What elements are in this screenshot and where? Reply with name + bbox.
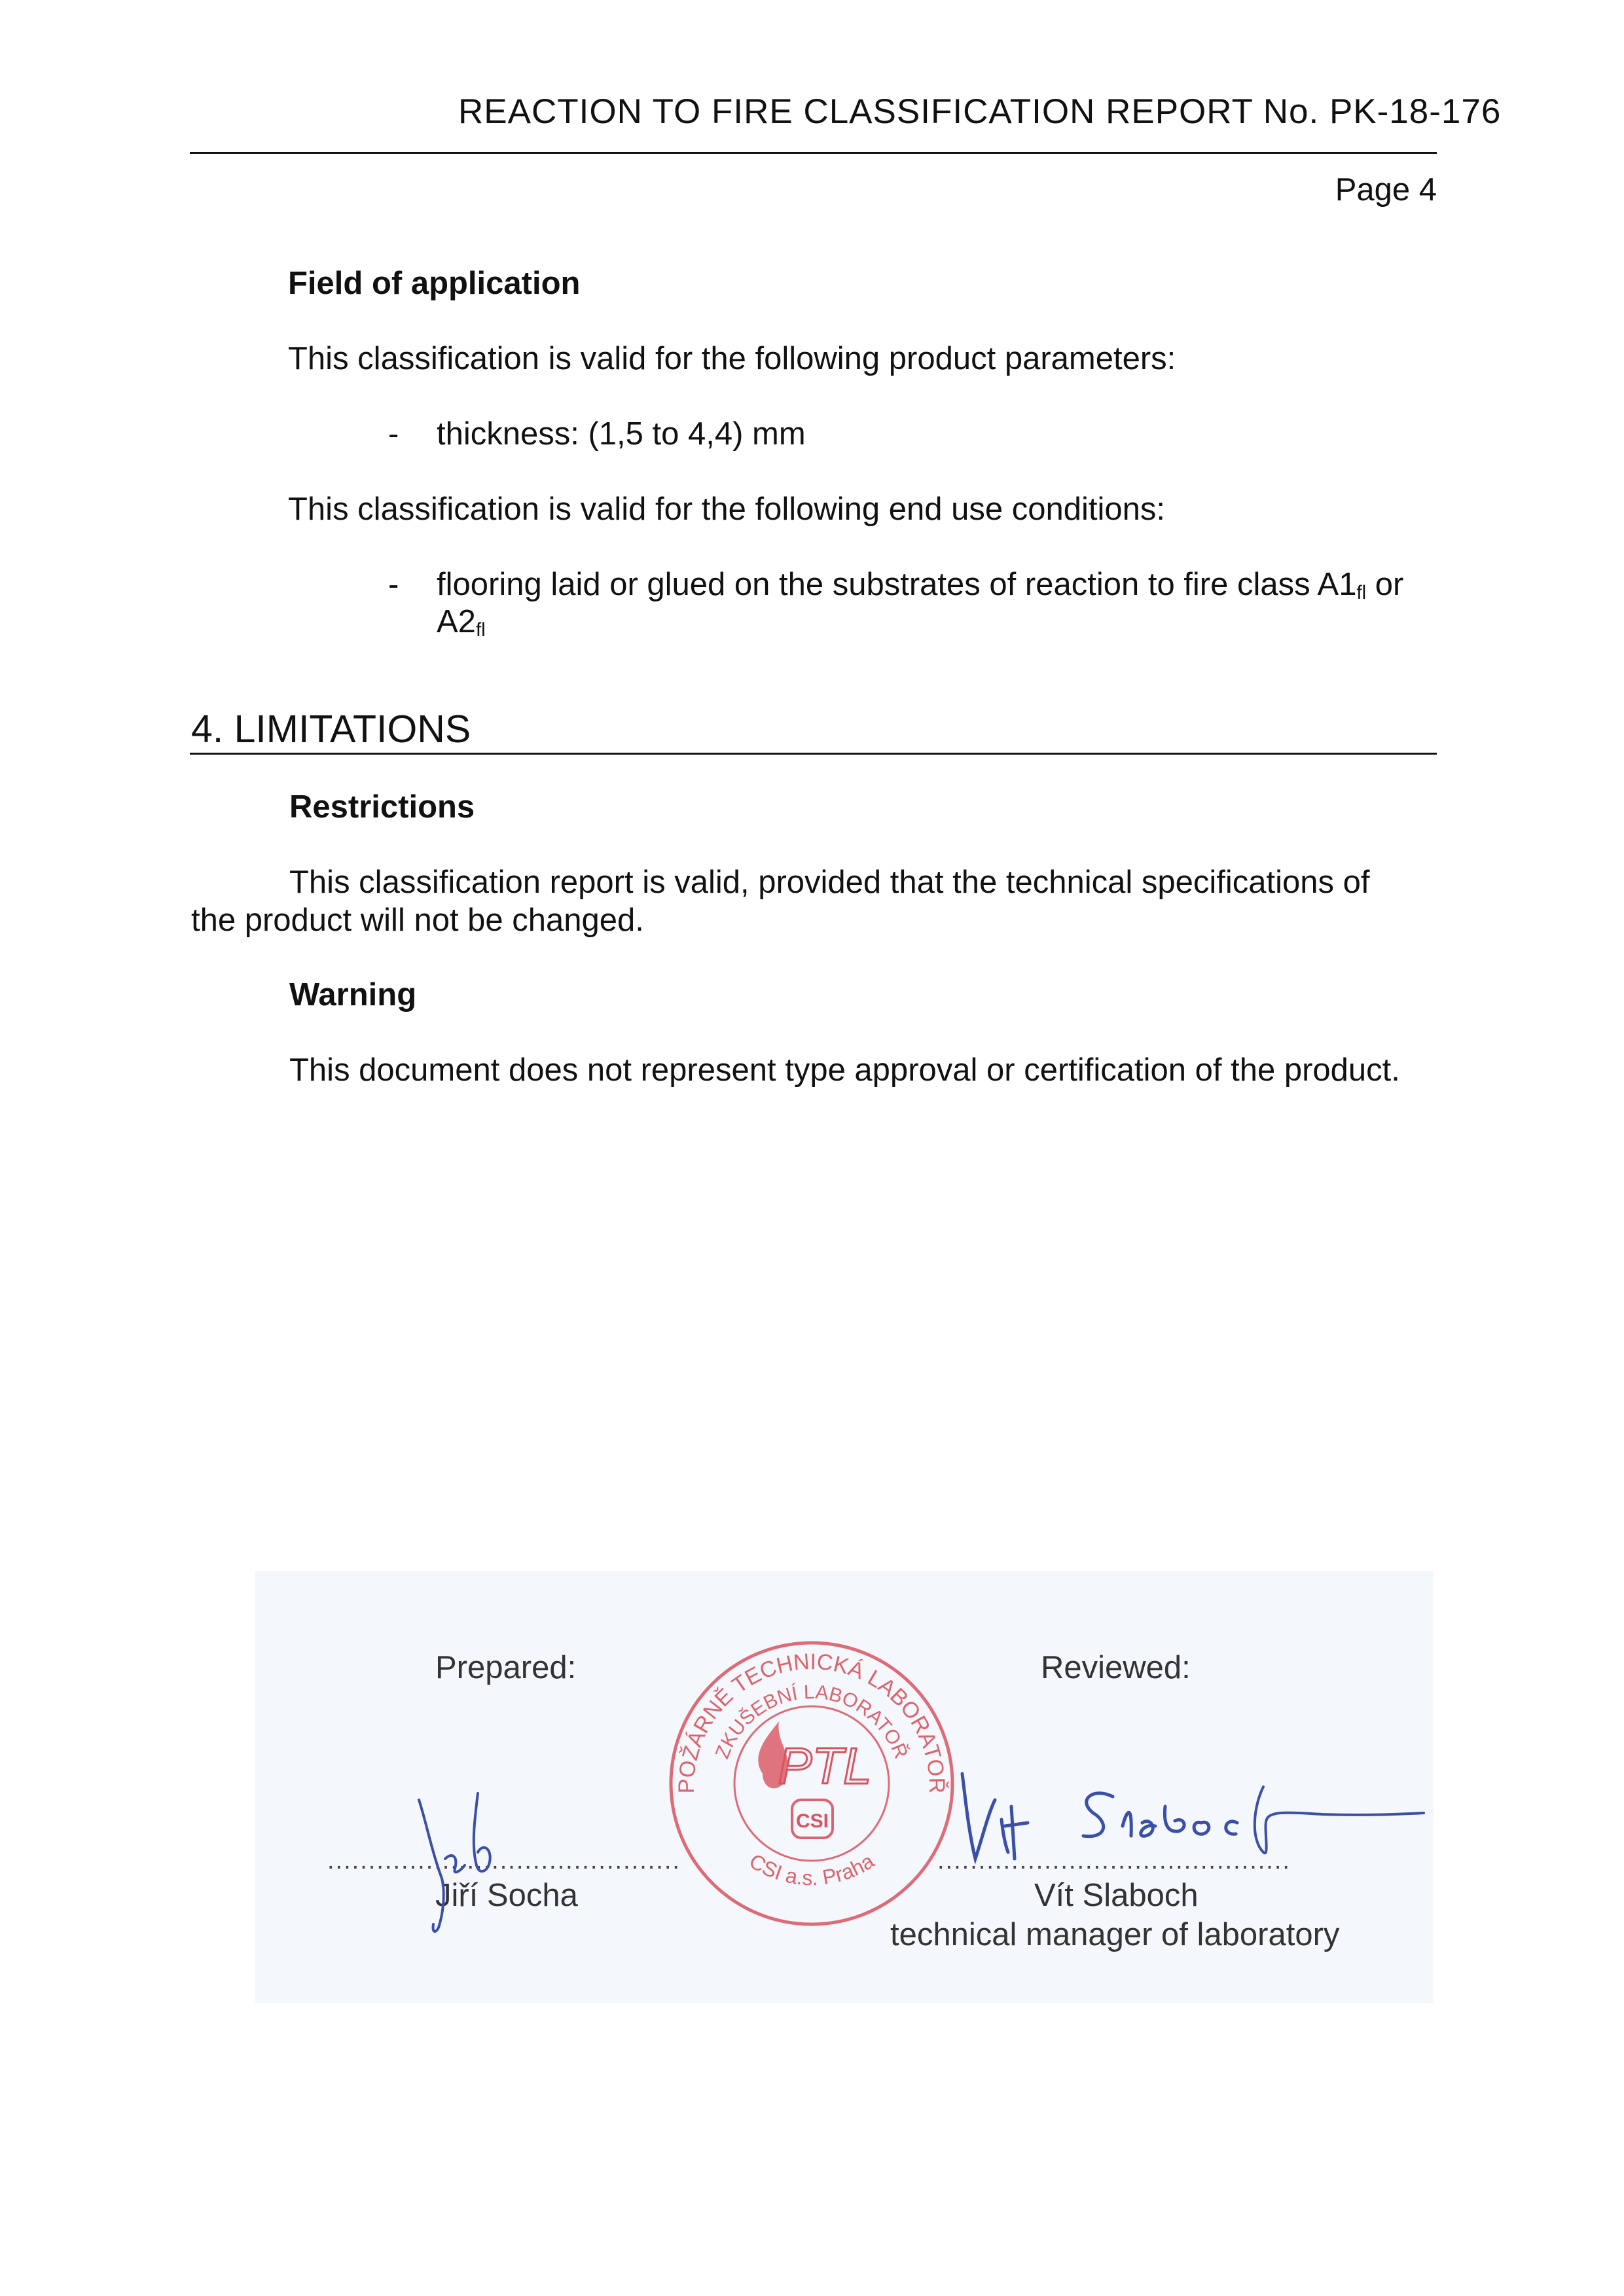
laboratory-stamp: [664, 1623, 959, 1937]
condition-or: or: [1366, 567, 1404, 602]
signature-line-right: ...........................................: [937, 1847, 1291, 1874]
condition-text: flooring laid or glued on the substrates of reaction to fire class A1: [437, 567, 1357, 602]
signature-slaboch: [956, 1761, 1427, 1872]
stamp-logo: PTL: [778, 1737, 872, 1795]
stamp-outer-text: POŽÁRNĚ TECHNICKÁ LABORATOŘ: [674, 1649, 950, 1794]
param-item-thickness: thickness: (1,5 to 4,4) mm: [437, 416, 806, 452]
subscript-fl: fl: [1356, 582, 1367, 603]
condition-item-line2: [437, 603, 486, 641]
stamp-bottom-text: CSI a.s. Praha: [745, 1848, 878, 1890]
report-title: REACTION TO FIRE CLASSIFICATION REPORT No. PK-18-176: [458, 92, 1502, 131]
stamp-inner-text: ZKUŠEBNÍ LABORATOŘ: [711, 1681, 912, 1762]
page-number: Page 4: [1335, 172, 1437, 207]
conditions-intro: This classification is valid for the following end use conditions:: [288, 492, 1166, 527]
header-divider: [190, 152, 1437, 154]
condition-item-line1: [437, 566, 1403, 604]
field-of-application-heading: Field of application: [288, 266, 581, 301]
signature-line-left: ...........................................: [327, 1847, 681, 1874]
bullet-marker: -: [388, 567, 399, 602]
restrictions-text-line1: This classification report is valid, provided that the technical specifications of: [289, 865, 1370, 900]
prepared-name: Jiří Socha: [435, 1878, 578, 1913]
stamp-mark: CSI: [795, 1810, 829, 1832]
section-heading-limitations: 4. LIMITATIONS: [191, 708, 471, 751]
restrictions-text-line2: the product will not be changed.: [191, 903, 644, 938]
section-divider: [190, 753, 1437, 755]
signature-socha: [406, 1780, 511, 1937]
warning-heading: Warning: [289, 977, 417, 1013]
reviewed-role: technical manager of laboratory: [890, 1917, 1340, 1952]
condition-class: A2: [437, 604, 476, 639]
restrictions-heading: Restrictions: [289, 789, 475, 825]
subscript-fl: fl: [475, 619, 486, 641]
params-intro: This classification is valid for the following product parameters:: [288, 341, 1176, 376]
bullet-marker: -: [388, 416, 399, 452]
reviewed-name: Vít Slaboch: [1034, 1878, 1199, 1913]
warning-text: This document does not represent type approval or certification of the product.: [289, 1052, 1400, 1088]
reviewed-label: Reviewed:: [1041, 1650, 1191, 1685]
prepared-label: Prepared:: [435, 1650, 577, 1685]
